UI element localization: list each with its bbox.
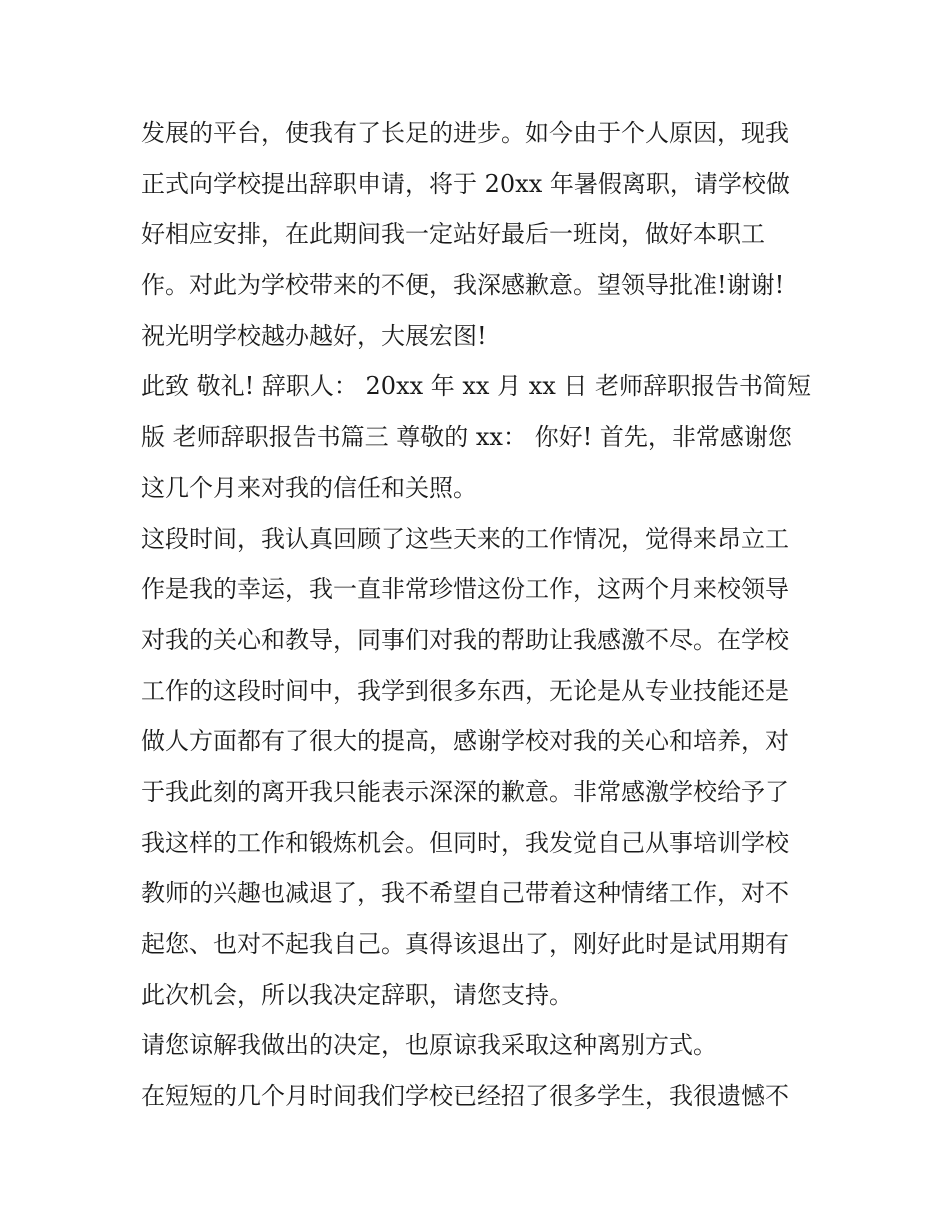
- text-line-2: 正式向学校提出辞职申请，将于 20xx 年暑假离职，请学校做: [141, 169, 790, 198]
- text-line-19: 请您谅解我做出的决定，也原谅我采取这种离别方式。: [141, 1031, 717, 1060]
- text-line-4: 作。对此为学校带来的不便，我深感歉意。望领导批准!谢谢!: [141, 271, 785, 300]
- text-line-17: 起您、也对不起我自己。真得该退出了，刚好此时是试用期有: [141, 930, 789, 958]
- text-line-10: 作是我的幸运，我一直非常珍惜这份工作，这两个月来校领导: [141, 575, 789, 604]
- text-line-9: 这段时间，我认真回顾了这些天来的工作情况，觉得来昂立工: [141, 524, 789, 553]
- text-line-20: 在短短的几个月时间我们学校已经招了很多学生，我很遗憾不: [141, 1082, 789, 1111]
- text-line-3: 好相应安排，在此期间我一定站好最后一班岗，做好本职工: [141, 220, 765, 249]
- text-line-12: 工作的这段时间中，我学到很多东西，无论是从专业技能还是: [141, 676, 789, 705]
- document-body: [141, 108, 821, 1122]
- text-line-6: 此致 敬礼! 辞职人： 20xx 年 xx 月 xx 日 老师辞职报告书简短: [141, 372, 812, 401]
- text-line-5: 祝光明学校越办越好，大展宏图!: [141, 321, 487, 350]
- text-line-14: 于我此刻的离开我只能表示深深的歉意。非常感激学校给予了: [141, 777, 789, 806]
- text-line-15: 我这样的工作和锻炼机会。但同时，我发觉自己从事培训学校: [141, 828, 789, 857]
- text-line-1: 发展的平台，使我有了长足的进步。如今由于个人原因，现我: [141, 119, 789, 147]
- text-line-18: 此次机会，所以我决定辞职，请您支持。: [141, 980, 573, 1009]
- text-line-13: 做人方面都有了很大的提高，感谢学校对我的关心和培养，对: [141, 727, 789, 756]
- text-line-16: 教师的兴趣也减退了，我不希望自己带着这种情绪工作，对不: [141, 879, 789, 908]
- text-line-8: 这几个月来对我的信任和关照。: [141, 473, 477, 502]
- text-line-11: 对我的关心和教导，同事们对我的帮助让我感激不尽。在学校: [141, 625, 789, 654]
- text-line-7: 版 老师辞职报告书篇三 尊敬的 xx： 你好! 首先，非常感谢您: [141, 423, 792, 452]
